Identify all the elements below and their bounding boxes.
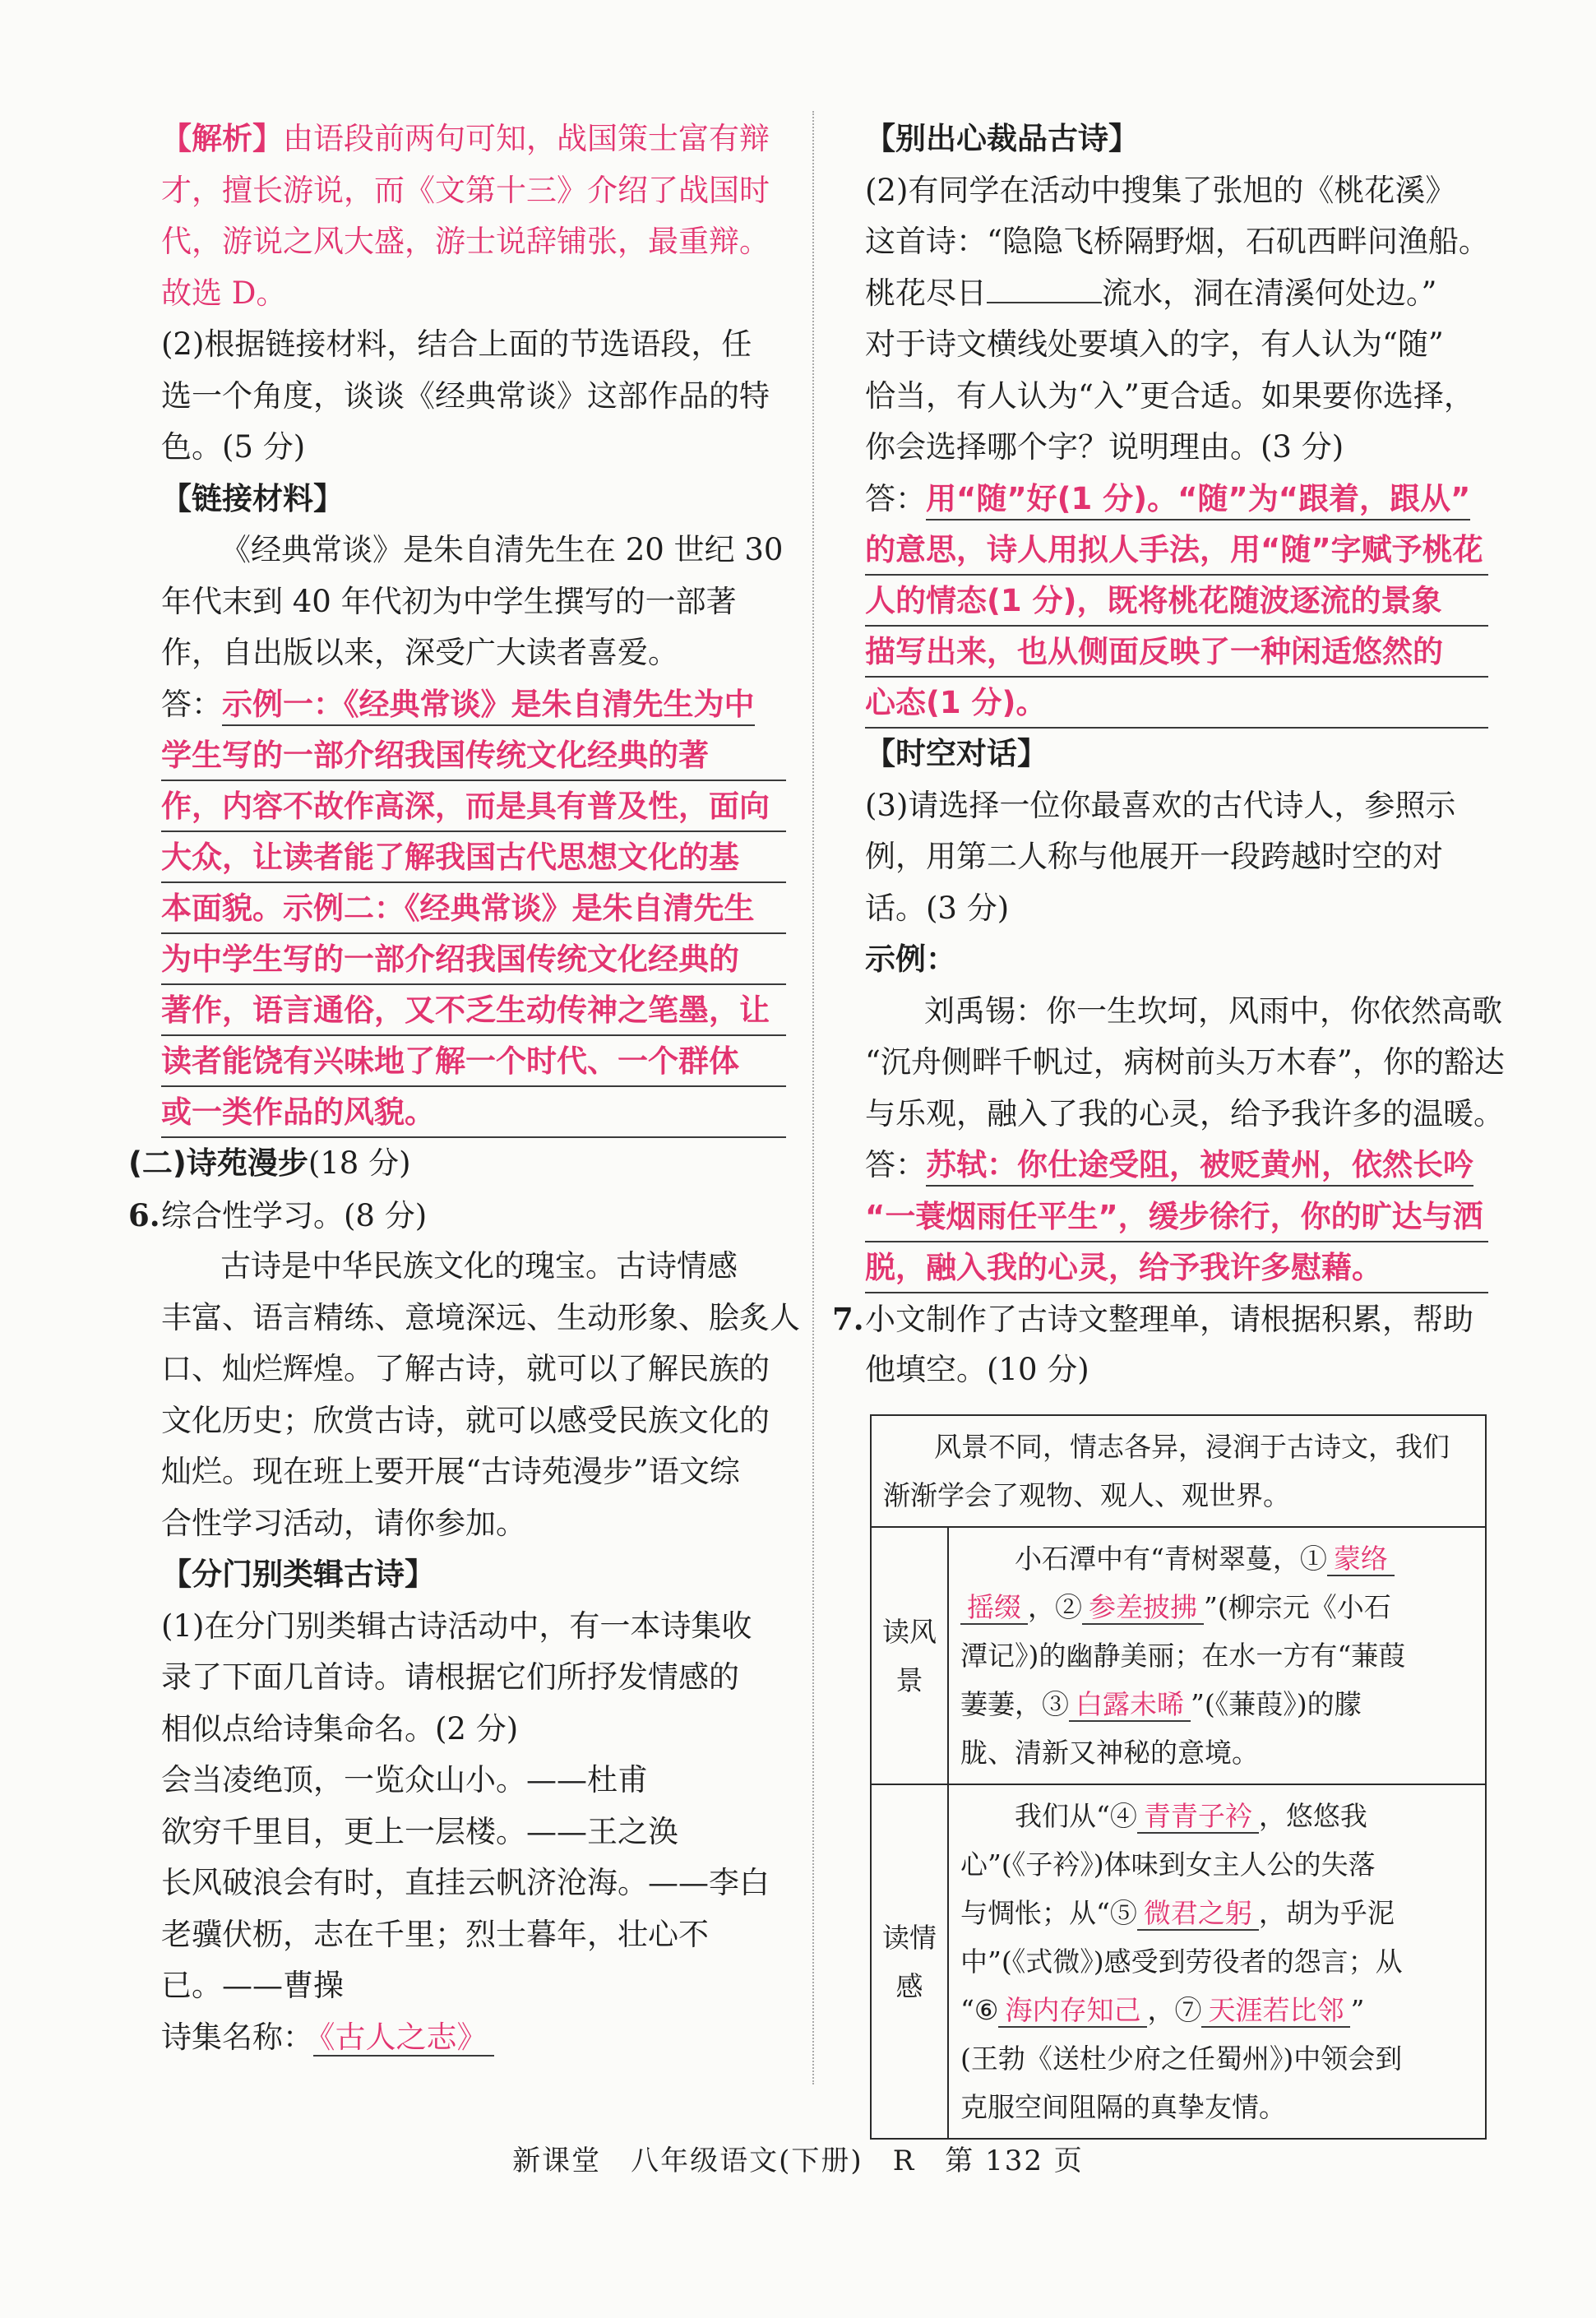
answer-line: 人的情态(1 分)，既将桃花随波逐流的景象 — [865, 576, 1488, 627]
answer-text: 示例一：《经典常谈》是朱自清先生为中 — [222, 687, 755, 726]
answer-line: 学生写的一部介绍我国传统文化经典的著 — [161, 730, 786, 781]
poem-line: 已。——曹操 — [161, 1968, 344, 2003]
intro-line: 古诗是中华民族文化的瑰宝。古诗情感 — [220, 1248, 738, 1284]
question-number: 6. — [128, 1196, 160, 1233]
analysis-line: 代，游说之风大盛，游士说辞铺张，最重辩。 — [161, 224, 770, 259]
question-line: 桃花尽日 流水，洞在清溪何处边。” — [865, 275, 1437, 311]
link-material-header: 【链接材料】 — [161, 480, 344, 516]
question-line: (1)在分门别类辑古诗活动中，有一本诗集收 — [161, 1608, 752, 1644]
answer-line: 为中学生写的一部介绍我国传统文化经典的 — [161, 934, 786, 985]
answer-text: 苏轼：你仕途受阻，被贬黄州，依然长吟 — [926, 1147, 1473, 1187]
example-line: “沉舟侧畔千帆过，病树前头万木春”，你的豁达 — [865, 1044, 1505, 1080]
answer-label: 答： — [865, 1147, 926, 1182]
row-label-scenery: 读风景 — [871, 1527, 948, 1784]
fill-answer-6: 海内存知己 — [998, 1994, 1147, 2028]
example-label: 示例： — [865, 942, 956, 977]
question-line: (2)有同学在活动中搜集了张旭的《桃花溪》 — [865, 172, 1456, 208]
answer-line: 大众，让读者能了解我国古代思想文化的基 — [161, 832, 786, 883]
analysis-line: 【解析】由语段前两句可知，战国策士富有辩 — [161, 121, 770, 156]
fill-answer-1: 蒙络 — [1327, 1543, 1395, 1576]
poem-line: 长风破浪会有时，直挂云帆济沧海。——李白 — [161, 1865, 770, 1900]
section-heading — [128, 1138, 786, 1190]
poem-blank — [987, 277, 1102, 303]
question-line: 相似点给诗集命名。(2 分) — [161, 1710, 519, 1747]
row-content-emotion: 我们从“④ 青青子衿 ，悠悠我 心”(《子衿》)体味到女主人公的失落 与惆怅；从“⑤ 微君之躬 ，胡为乎泥 中”(《式微》)感受到劳役者的怨言；从 “⑥ 海内存知己 ，⑦ 天涯若比邻 ” (王勃《送杜少府之任蜀州》)中领会到 克服空间阻隔的真挚友情。 — [948, 1784, 1486, 2139]
question-line: 对于诗文横线处要填入的字，有人认为“随” — [865, 326, 1444, 362]
table-row — [871, 1784, 1486, 2139]
answer-line: 著作，语言通俗，又不乏生动传神之笔墨，让 — [161, 985, 786, 1036]
analysis-line: 故选 D。 — [161, 275, 287, 311]
collection-label: 诗集名称： — [161, 2019, 313, 2055]
analysis-tag: 【解析】 — [161, 121, 283, 156]
question-line: 例，用第二人称与他展开一段跨越时空的对 — [865, 839, 1443, 874]
column-divider — [812, 111, 814, 2084]
question-line: (3)请选择一位你最喜欢的古代诗人，参照示 — [865, 787, 1456, 823]
question-line: 话。(3 分) — [865, 890, 1010, 926]
table-intro-row — [871, 1415, 1486, 1527]
example-line: 刘禹锡：你一生坎坷，风雨中，你依然高歌 — [924, 992, 1502, 1029]
poetry-sorting-table — [870, 1414, 1487, 2140]
collection-answer: 《古人之志》 — [313, 2020, 494, 2057]
answer-text: 用“随”好(1 分)。“随”为“跟着，跟从” — [926, 481, 1470, 521]
answer-label: 答： — [865, 480, 926, 516]
question-6-title: 6.综合性学习。(8 分) — [161, 1190, 786, 1242]
example-line: 与乐观，融入了我的心灵，给予我许多的温暖。 — [865, 1095, 1504, 1131]
question-number: 7. — [832, 1300, 864, 1337]
question-line: 录了下面几首诗。请根据它们所抒发情感的 — [161, 1659, 739, 1695]
shikong-header: 【时空对话】 — [865, 736, 1048, 771]
answer-line: 描写出来，也从侧面反映了一种闲适悠然的 — [865, 627, 1488, 678]
poem-line: 老骥伏枥，志在千里；烈士暮年，壮心不 — [161, 1916, 709, 1952]
question-line: 色。(5 分) — [161, 429, 306, 465]
section-title: (二)诗苑漫步 — [128, 1145, 308, 1181]
question-line: 你会选择哪个字？说明理由。(3 分) — [865, 429, 1344, 465]
fenmen-header: 【分门别类辑古诗】 — [161, 1557, 435, 1592]
intro-line: 文化历史；欣赏古诗，就可以感受民族文化的 — [161, 1402, 770, 1438]
fill-answer-4: 青青子衿 — [1137, 1800, 1259, 1834]
answer-first-line — [161, 679, 786, 731]
answer-label: 答： — [161, 686, 222, 722]
section-score: (18 分) — [308, 1145, 411, 1181]
intro-line: 灿烂。现在班上要开展“古诗苑漫步”语文综 — [161, 1454, 740, 1489]
collection-name-line — [161, 2012, 786, 2064]
page-footer: 新课堂 八年级语文(下册) R 第 132 页 — [512, 2144, 1084, 2177]
left-column — [128, 113, 800, 2063]
material-line: 《经典常谈》是朱自清先生在 20 世纪 30 — [220, 532, 784, 567]
question-line: 他填空。(10 分) — [865, 1352, 1089, 1387]
fill-answer-2: 参差披拂 — [1082, 1591, 1204, 1625]
right-column — [832, 113, 1505, 1396]
poem-line: 会当凌绝顶，一览众山小。——杜甫 — [161, 1762, 648, 1797]
fill-answer-5: 微君之躬 — [1137, 1897, 1259, 1931]
answer-line: 作，内容不故作高深，而是具有普及性，面向 — [161, 781, 786, 832]
material-line: 年代末到 40 年代初为中学生撰写的一部著 — [161, 583, 737, 619]
answer-line: 的意思，诗人用拟人手法，用“随”字赋予桃花 — [865, 525, 1488, 576]
answer-line: 心态(1 分)。 — [865, 678, 1488, 729]
intro-line: 口、灿烂辉煌。了解古诗，就可以了解民族的 — [161, 1351, 770, 1386]
table-row — [871, 1527, 1486, 1784]
material-line: 作，自出版以来，深受广大读者喜爱。 — [161, 635, 678, 670]
biechu-header: 【别出心裁品古诗】 — [865, 121, 1139, 156]
fill-answer-7: 天涯若比邻 — [1201, 1994, 1350, 2028]
answer-line: “一蓑烟雨任平生”，缓步徐行，你的旷达与洒 — [865, 1191, 1488, 1242]
question-line: 这首诗：“隐隐飞桥隔野烟，石矶西畔问渔船。 — [865, 224, 1489, 259]
answer-first-line — [865, 1140, 1488, 1191]
answer-first-line — [865, 474, 1488, 525]
intro-line: 合性学习活动，请你参加。 — [161, 1505, 526, 1541]
answer-line: 或一类作品的风貌。 — [161, 1087, 786, 1138]
answer-line: 读者能饶有兴味地了解一个时代、一个群体 — [161, 1036, 786, 1087]
question-line: 恰当，有人认为“入”更合适。如果要你选择， — [865, 377, 1474, 414]
fill-answer-3: 白露未晞 — [1069, 1688, 1191, 1722]
row-label-emotion: 读情感 — [871, 1784, 948, 2139]
question-line: (2)根据链接材料，结合上面的节选语段，任 — [161, 326, 752, 362]
table-intro-cell: 风景不同，情志各异，浸润于古诗文，我们 渐渐学会了观物、观人、观世界。 — [871, 1415, 1486, 1527]
intro-line: 丰富、语言精练、意境深远、生动形象、脍炙人 — [161, 1299, 800, 1335]
question-7-line: 7.小文制作了古诗文整理单，请根据积累，帮助 — [865, 1293, 1488, 1345]
fill-answer-1-cont: 摇缀 — [960, 1591, 1028, 1625]
analysis-line: 才，擅长游说，而《文第十三》介绍了战国时 — [161, 172, 770, 208]
question-line: 选一个角度，谈谈《经典常谈》这部作品的特 — [161, 377, 770, 414]
answer-line: 本面貌。示例二：《经典常谈》是朱自清先生 — [161, 883, 786, 934]
poem-line: 欲穷千里目，更上一层楼。——王之涣 — [161, 1813, 678, 1849]
row-content-scenery: 小石潭中有“青树翠蔓，① 蒙络 摇缀 ，② 参差披拂 ”(柳宗元《小石 潭记》)的幽静美丽；在水一方有“蒹葭 萋萋，③ 白露未晞 ”(《蒹葭》)的朦 胧、清新又神秘的意境。 — [948, 1527, 1486, 1784]
answer-line: 脱，融入我的心灵，给予我许多慰藉。 — [865, 1242, 1488, 1293]
